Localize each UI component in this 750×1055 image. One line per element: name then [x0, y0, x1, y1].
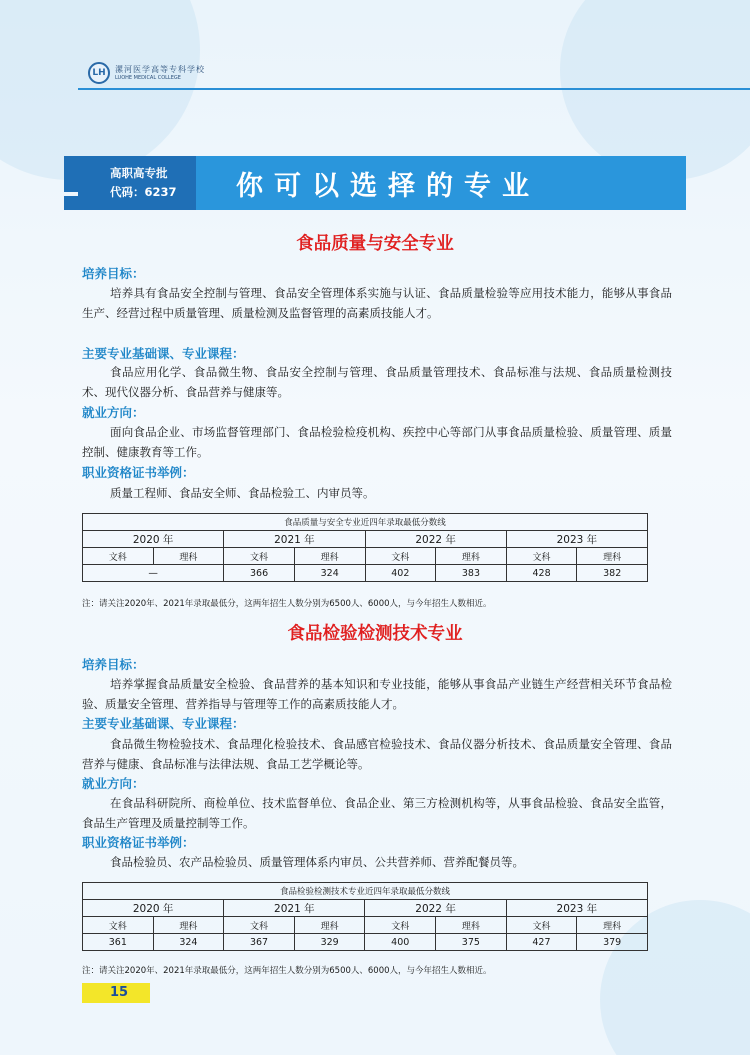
score-cell: 427	[506, 934, 577, 951]
cert-label: 职业资格证书举例：	[82, 835, 195, 850]
cert-text: 食品检验员、农产品检验员、质量管理体系内审员、公共营养师、营养配餐员等。	[110, 855, 524, 869]
score-cell: 382	[577, 565, 648, 582]
subject-header: 文科	[506, 917, 577, 934]
section-title: 食品检验检测技术专业	[287, 624, 463, 644]
subject-header: 理科	[153, 548, 224, 565]
year-header: 2021 年	[224, 531, 365, 548]
table-note: 注：请关注2020年、2021年录取最低分，这两年招生人数分别为6500人、6000人，与今年招生人数相近。	[82, 966, 492, 976]
score-cell: 400	[365, 934, 436, 951]
year-header: 2020 年	[83, 531, 224, 548]
subject-header: 文科	[506, 548, 577, 565]
school-logo	[88, 62, 205, 84]
year-header: 2023 年	[506, 531, 647, 548]
subject-header: 理科	[577, 548, 648, 565]
school-emblem-icon: LH	[88, 62, 110, 84]
banner-batch-info	[78, 156, 196, 210]
page-number: 15	[82, 983, 150, 1003]
background-decoration	[560, 0, 750, 180]
goal-label: 培养目标：	[82, 266, 145, 281]
score-cell: —	[83, 565, 224, 582]
goal-label: 培养目标：	[82, 657, 145, 672]
courses-text: 食品微生物检验技术、食品理化检验技术、食品感官检验技术、食品仪器分析技术、食品质量安全管理、食品营养与健康、食品标准与法律法规、食品工艺学概论等。	[82, 737, 672, 771]
section-title: 食品质量与安全专业	[296, 234, 454, 254]
school-name-cn: 漯河医学高等专科学校	[115, 64, 205, 74]
score-table	[82, 513, 648, 582]
year-header: 2022 年	[365, 531, 506, 548]
subject-header: 理科	[436, 548, 507, 565]
page-banner	[64, 156, 686, 210]
subject-header: 理科	[294, 917, 365, 934]
table-note: 注：请关注2020年、2021年录取最低分，这两年招生人数分别为6500人、6000人，与今年招生人数相近。	[82, 599, 492, 609]
goal-text: 培养掌握食品质量安全检验、食品营养的基本知识和专业技能，能够从事食品产业链生产经营相关环节食品检验、质量安全管理、营养指导与管理等工作的高素质技能人才。	[82, 677, 672, 711]
subject-header: 文科	[83, 548, 154, 565]
score-cell: 375	[436, 934, 507, 951]
cert-text: 质量工程师、食品安全师、食品检验工、内审员等。	[110, 486, 375, 500]
courses-label: 主要专业基础课、专业课程：	[82, 716, 245, 731]
subject-header: 文科	[224, 548, 295, 565]
score-cell: 361	[83, 934, 154, 951]
jobs-label: 就业方向：	[82, 405, 145, 420]
year-header: 2023 年	[506, 900, 647, 917]
subject-header: 理科	[436, 917, 507, 934]
courses-text: 食品应用化学、食品微生物、食品安全控制与管理、食品质量管理技术、食品标准与法规、食品质量检测技术、现代仪器分析、食品营养与健康等。	[82, 365, 672, 399]
score-cell: 379	[577, 934, 648, 951]
year-header: 2022 年	[365, 900, 506, 917]
subject-header: 文科	[224, 917, 295, 934]
score-cell: 367	[224, 934, 295, 951]
score-table	[82, 882, 648, 951]
table-caption: 食品检验检测技术专业近四年录取最低分数线	[83, 883, 648, 900]
courses-label: 主要专业基础课、专业课程：	[82, 346, 245, 361]
score-cell: 428	[506, 565, 577, 582]
background-decoration	[0, 0, 200, 180]
year-header: 2020 年	[83, 900, 224, 917]
banner-tab-decoration	[64, 156, 78, 210]
subject-header: 文科	[365, 548, 436, 565]
school-name-en: LUOHE MEDICAL COLLEGE	[115, 74, 181, 81]
table-caption: 食品质量与安全专业近四年录取最低分数线	[83, 514, 648, 531]
subject-header: 文科	[83, 917, 154, 934]
score-cell: 366	[224, 565, 295, 582]
score-cell: 402	[365, 565, 436, 582]
jobs-text: 在食品科研院所、商检单位、技术监督单位、食品企业、第三方检测机构等，从事食品检验、食品安全监管，食品生产管理及质量控制等工作。	[82, 796, 672, 830]
subject-header: 理科	[153, 917, 224, 934]
subject-header: 理科	[294, 548, 365, 565]
score-cell: 383	[436, 565, 507, 582]
banner-code: 代码：6237	[110, 185, 177, 199]
jobs-label: 就业方向：	[82, 776, 145, 791]
goal-text: 培养具有食品安全控制与管理、食品安全管理体系实施与认证、食品质量检验等应用技术能力，能够从事食品生产、经营过程中质量管理、质量检测及监督管理的高素质技能人才。	[82, 286, 672, 320]
subject-header: 文科	[365, 917, 436, 934]
jobs-text: 面向食品企业、市场监督管理部门、食品检验检疫机构、疾控中心等部门从事食品质量检验、质量管理、质量控制、健康教育等工作。	[82, 425, 672, 459]
banner-title: 你可以选择的专业	[196, 156, 686, 210]
score-cell: 324	[153, 934, 224, 951]
cert-label: 职业资格证书举例：	[82, 465, 195, 480]
header-divider	[78, 88, 750, 90]
score-cell: 329	[294, 934, 365, 951]
subject-header: 理科	[577, 917, 648, 934]
year-header: 2021 年	[224, 900, 365, 917]
score-cell: 324	[294, 565, 365, 582]
banner-batch: 高职高专批	[110, 166, 168, 180]
